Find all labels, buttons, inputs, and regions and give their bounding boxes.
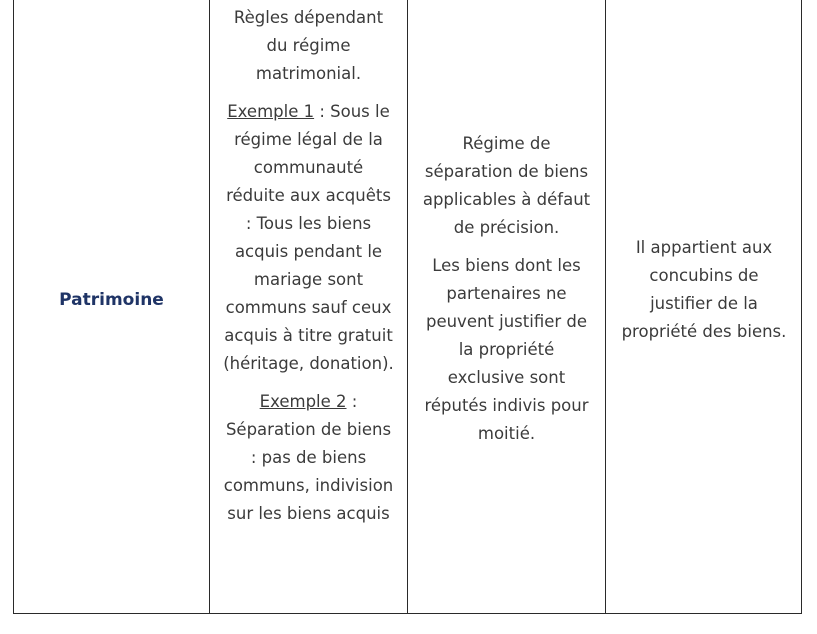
example-1-label: Exemple 1 <box>227 102 315 121</box>
pacs-paragraph-2: Les biens dont les partenaires ne peuvent justifier de la propriété exclusive sont réputés indivis pour moitié. <box>424 256 589 443</box>
row-label: Patrimoine <box>59 290 164 310</box>
row-label-cell <box>14 0 209 613</box>
pacs-paragraph-1: Régime de séparation de biens applicables à défaut de précision. <box>422 134 591 237</box>
example-2-paragraph <box>222 388 395 528</box>
concubinage-text <box>618 234 790 346</box>
example-2-text: : Séparation de biens : pas de biens communs, indivision sur les biens acquis <box>223 392 394 523</box>
mariage-cell <box>209 0 407 613</box>
mariage-text <box>222 4 395 528</box>
example-1-paragraph <box>222 98 395 378</box>
mariage-intro: Règles dépendant du régime matrimonial. <box>233 8 384 83</box>
comparison-table <box>13 0 802 614</box>
concubinage-paragraph: Il appartient aux concubins de justifier de la propriété des biens. <box>621 238 787 341</box>
pacs-text <box>420 130 593 448</box>
example-2-label: Exemple 2 <box>259 392 347 411</box>
pacs-cell <box>407 0 605 613</box>
concubinage-cell <box>605 0 802 613</box>
example-1-text: : Sous le régime légal de la communauté réduite aux acquêts : Tous les biens acquis pendant le mariage sont communs sauf ceux acquis à titre gratuit (héritage, donation). <box>223 102 394 373</box>
